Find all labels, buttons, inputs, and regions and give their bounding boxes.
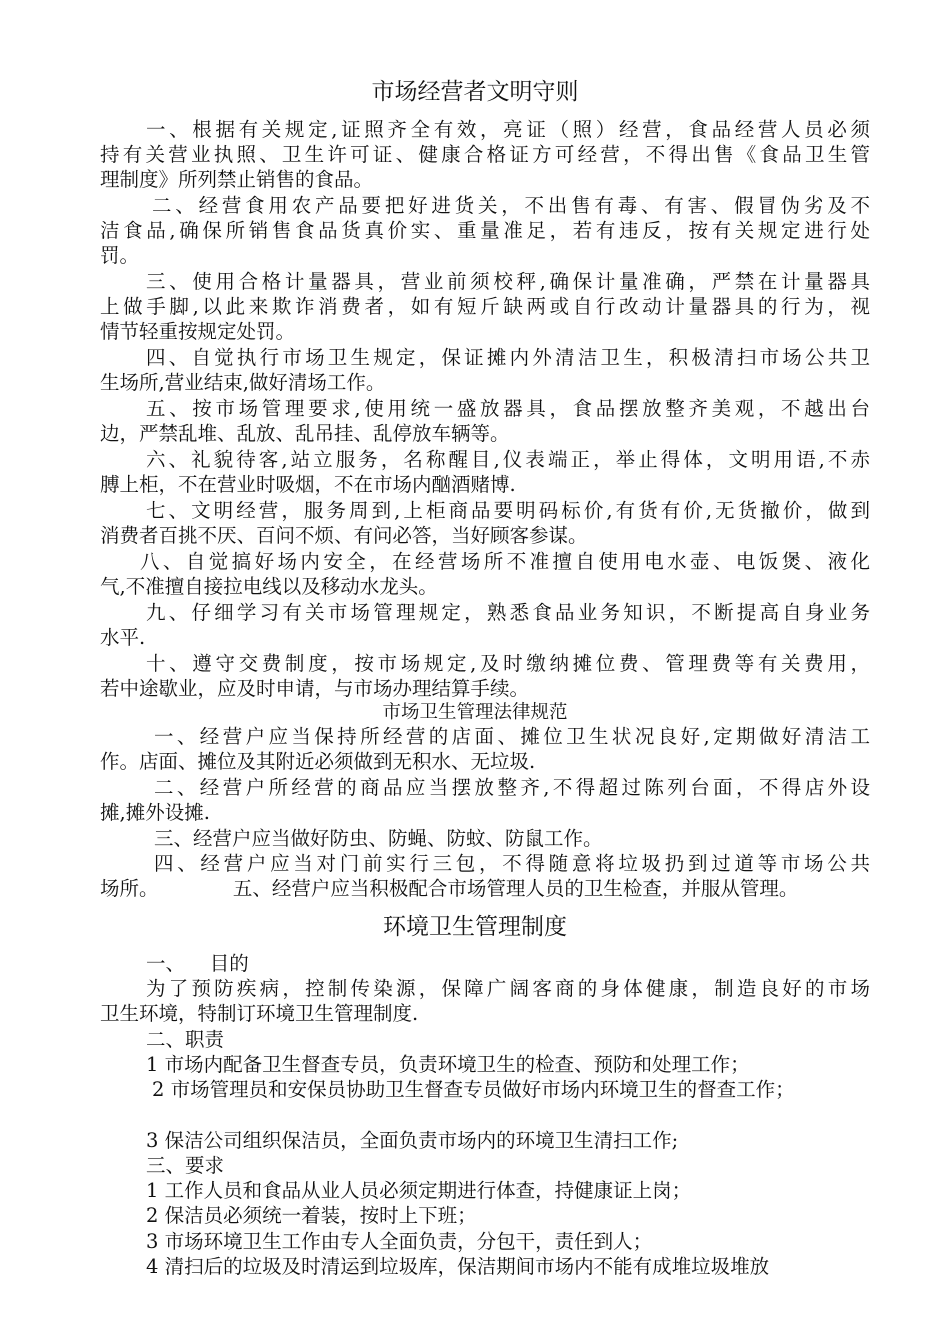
env-duty-1: 1 市场内配备卫生督查专员，负责环境卫生的检查、预防和处理工作； (146, 1053, 750, 1076)
rule-2-line-3: 罚。 (100, 244, 140, 267)
document-title: 市场经营者文明守则 (371, 79, 579, 105)
rule-4-line-1: 四、自觉执行市场卫生规定，保证摊内外清洁卫生，积极清扫市场公共卫 (146, 346, 870, 369)
env-purpose-line-1: 为了预防疾病，控制传染源，保障广阔客商的身体健康，制造良好的市场 (146, 977, 870, 1000)
rule-4-line-2: 生场所,营业结束,做好清场工作。 (100, 371, 386, 394)
env-requirement-4: 4 清扫后的垃圾及时清运到垃圾库，保洁期间市场内不能有成堆垃圾堆放 (146, 1255, 770, 1278)
rule-5-line-1: 五、按市场管理要求,使用统一盛放器具，食品摆放整齐美观，不越出台 (146, 397, 870, 420)
rule-6-line-2: 膊上柜，不在营业时吸烟，不在市场内酗酒赌博. (100, 473, 516, 496)
env-heading-requirements: 三、要求 (146, 1154, 225, 1177)
hygiene-2-line-2: 摊,摊外设摊. (100, 801, 210, 824)
rule-10-line-2: 若中途歇业，应及时申请，与市场办理结算手续。 (100, 677, 530, 700)
hygiene-4-line-1: 四、经营户应当对门前实行三包，不得随意将垃圾扔到过道等市场公共 (154, 852, 870, 875)
env-heading-duties: 二、职责 (146, 1028, 225, 1051)
hygiene-1-line-2: 作。店面、摊位及其附近必须做到无积水、无垃圾. (100, 750, 536, 773)
hygiene-4-line-2: 场所。 五、经营户应当积极配合市场管理人员的卫生检查，并服从管理。 (100, 877, 799, 900)
hygiene-2-line-1: 二、经营户所经营的商品应当摆放整齐,不得超过陈列台面，不得店外设 (154, 776, 870, 799)
rule-9-line-1: 九、仔细学习有关市场管理规定，熟悉食品业务知识，不断提高自身业务 (146, 601, 870, 624)
env-heading-purpose: 一、 目的 (146, 952, 249, 975)
rule-2-line-1: 二、经营食用农产品要把好进货关，不出售有毒、有害、假冒伪劣及不 (152, 194, 870, 217)
env-purpose-line-2: 卫生环境，特制订环境卫生管理制度. (100, 1002, 419, 1025)
rule-10-line-1: 十、遵守交费制度，按市场规定,及时缴纳摊位费、管理费等有关费用， (146, 652, 870, 675)
rule-1-line-2: 持有关营业执照、卫生许可证、健康合格证方可经营，不得出售《食品卫生管 (100, 143, 870, 166)
rule-8-line-1: 八、自觉搞好场内安全，在经营场所不准擅自使用电水壶、电饭煲、液化 (140, 550, 870, 573)
rule-2-line-2: 洁食品,确保所销售食品货真价实、重量准足，若有违反，按有关规定进行处 (100, 219, 870, 242)
rule-7-line-1: 七、文明经营，服务周到,上柜商品要明码标价,有货有价,无货撤价，做到 (146, 499, 870, 522)
env-duty-2: 2 市场管理员和安保员协助卫生督查专员做好市场内环境卫生的督查工作； (152, 1078, 795, 1101)
rule-6-line-1: 六、礼貌待客,站立服务，名称醒目,仪表端正，举止得体，文明用语,不赤 (146, 448, 870, 471)
rule-5-line-2: 边，严禁乱堆、乱放、乱吊挂、乱停放车辆等。 (100, 422, 510, 445)
hygiene-3-line-1: 三、经营户应当做好防虫、防蝇、防蚊、防鼠工作。 (154, 827, 603, 850)
rule-1-line-1: 一、根据有关规定,证照齐全有效，亮证（照）经营，食品经营人员必须 (146, 118, 870, 141)
env-requirement-3: 3 市场环境卫生工作由专人全面负责，分包干，责任到人； (146, 1230, 653, 1253)
env-duty-3: 3 保洁公司组织保洁员，全面负责市场内的环境卫生清扫工作; (146, 1129, 679, 1152)
rule-9-line-2: 水平. (100, 626, 146, 649)
section-title-environment: 环境卫生管理制度 (383, 914, 567, 940)
rule-3-line-3: 情节轻重按规定处罚。 (100, 320, 296, 343)
env-requirement-1: 1 工作人员和食品从业人员必须定期进行体查，持健康证上岗； (146, 1179, 692, 1202)
section-subtitle: 市场卫生管理法律规范 (382, 702, 568, 723)
rule-1-line-3: 理制度》所列禁止销售的食品。 (100, 168, 374, 191)
env-requirement-2: 2 保洁员必须统一着装，按时上下班； (146, 1204, 477, 1227)
rule-3-line-1: 三、使用合格计量器具，营业前须校秤,确保计量准确，严禁在计量器具 (146, 270, 870, 293)
hygiene-1-line-1: 一、经营户应当保持所经营的店面、摊位卫生状况良好,定期做好清洁工 (154, 725, 870, 748)
rule-7-line-2: 消费者百挑不厌、百问不烦、有问必答，当好顾客参谋。 (100, 524, 588, 547)
rule-8-line-2: 气,不准擅自接拉电线以及移动水龙头。 (100, 575, 438, 598)
rule-3-line-2: 上做手脚,以此来欺诈消费者，如有短斤缺两或自行改动计量器具的行为，视 (100, 295, 870, 318)
